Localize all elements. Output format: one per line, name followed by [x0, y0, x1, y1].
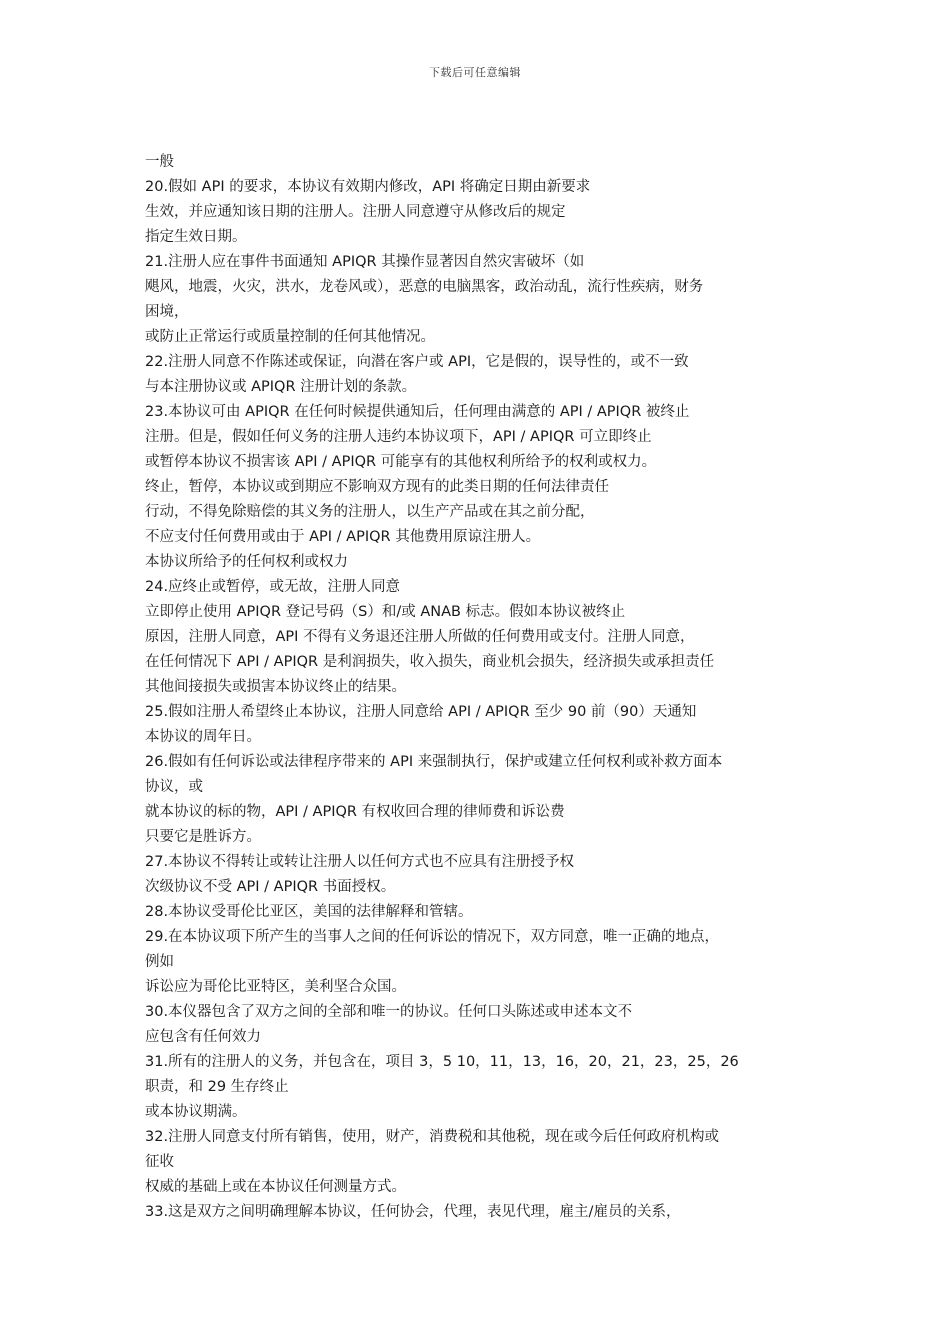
document-text-line: 29.在本协议项下所产生的当事人之间的任何诉讼的情况下，双方同意，唯一正确的地点，	[145, 929, 720, 945]
document-text-line: 或暂停本协议不损害该 API / APIQR 可能享有的其他权利所给予的权利或权力。	[145, 454, 657, 470]
document-text-line: 次级协议不受 API / APIQR 书面授权。	[145, 879, 396, 895]
document-text-line: 22.注册人同意不作陈述或保证，向潜在客户或 API，它是假的，误导性的，或不一致	[145, 354, 689, 370]
document-text-line: 应包含有任何效力	[145, 1029, 261, 1045]
document-text-line: 33.这是双方之间明确理解本协议，任何协会，代理，表见代理，雇主/雇员的关系，	[145, 1204, 681, 1220]
document-text-line: 行动，不得免除赔偿的其义务的注册人，以生产产品或在其之前分配，	[145, 504, 595, 520]
document-text-line: 诉讼应为哥伦比亚特区，美利坚合众国。	[145, 979, 406, 995]
document-text-line: 原因，注册人同意，API 不得有义务退还注册人所做的任何费用或支付。注册人同意，	[145, 629, 695, 645]
document-text-line: 例如	[145, 954, 174, 970]
document-text-line: 20.假如 API 的要求，本协议有效期内修改，API 将确定日期由新要求	[145, 179, 591, 195]
document-text-line: 生效，并应通知该日期的注册人。注册人同意遵守从修改后的规定	[145, 204, 566, 220]
document-text-line: 28.本协议受哥伦比亚区，美国的法律解释和管辖。	[145, 904, 473, 920]
document-text-line: 本协议的周年日。	[145, 729, 261, 745]
document-text-line: 一般	[145, 154, 174, 170]
document-text-line: 职责，和 29 生存终止	[145, 1079, 289, 1095]
document-text-line: 与本注册协议或 APIQR 注册计划的条款。	[145, 379, 417, 395]
document-text-line: 或防止正常运行或质量控制的任何其他情况。	[145, 329, 435, 345]
document-text-line: 30.本仪器包含了双方之间的全部和唯一的协议。任何口头陈述或申述本文不	[145, 1004, 633, 1020]
page-header-note: 下载后可任意编辑	[429, 66, 521, 79]
document-body	[145, 150, 813, 1225]
document-text-line: 困境，	[145, 304, 189, 320]
document-text-line: 21.注册人应在事件书面通知 APIQR 其操作显著因自然灾害破坏（如	[145, 254, 585, 270]
document-text-line: 或本协议期满。	[145, 1104, 247, 1120]
document-text-line: 飓风，地震，火灾，洪水，龙卷风或），恶意的电脑黑客，政治动乱，流行性疾病，财务	[145, 279, 704, 295]
document-text-line: 31.所有的注册人的义务，并包含在，项目 3，5 10，11，13，16，20，21，23，25，26	[145, 1054, 739, 1070]
document-text-line: 不应支付任何费用或由于 API / APIQR 其他费用原谅注册人。	[145, 529, 541, 545]
document-text-line: 23.本协议可由 APIQR 在任何时候提供通知后，任何理由满意的 API / APIQR 被终止	[145, 404, 690, 420]
document-text-line: 指定生效日期。	[145, 229, 247, 245]
document-text-line: 就本协议的标的物，API / APIQR 有权收回合理的律师费和诉讼费	[145, 804, 565, 820]
document-text-line: 终止，暂停，本协议或到期应不影响双方现有的此类日期的任何法律责任	[145, 479, 609, 495]
document-text-line: 25.假如注册人希望终止本协议，注册人同意给 API / APIQR 至少 90 前（90）天通知	[145, 704, 697, 720]
document-text-line: 24.应终止或暂停，或无故，注册人同意	[145, 579, 401, 595]
document-text-line: 26.假如有任何诉讼或法律程序带来的 API 来强制执行，保护或建立任何权利或补救方面本	[145, 754, 723, 770]
document-text-line: 其他间接损失或损害本协议终止的结果。	[145, 679, 406, 695]
document-text-line: 立即停止使用 APIQR 登记号码（S）和/或 ANAB 标志。假如本协议被终止	[145, 604, 626, 620]
document-text-line: 注册。但是，假如任何义务的注册人违约本协议项下，API / APIQR 可立即终止	[145, 429, 652, 445]
document-text-line: 协议，或	[145, 779, 203, 795]
document-text-line: 权威的基础上或在本协议任何测量方式。	[145, 1179, 406, 1195]
document-text-line: 本协议所给予的任何权利或权力	[145, 554, 348, 570]
document-text-line: 27.本协议不得转让或转让注册人以任何方式也不应具有注册授予权	[145, 854, 575, 870]
document-text-line: 在任何情况下 API / APIQR 是利润损失，收入损失，商业机会损失，经济损失或承担责任	[145, 654, 715, 670]
document-text-line: 32.注册人同意支付所有销售，使用，财产，消费税和其他税，现在或今后任何政府机构或	[145, 1129, 720, 1145]
document-text-line: 只要它是胜诉方。	[145, 829, 261, 845]
document-text-line: 征收	[145, 1154, 174, 1170]
